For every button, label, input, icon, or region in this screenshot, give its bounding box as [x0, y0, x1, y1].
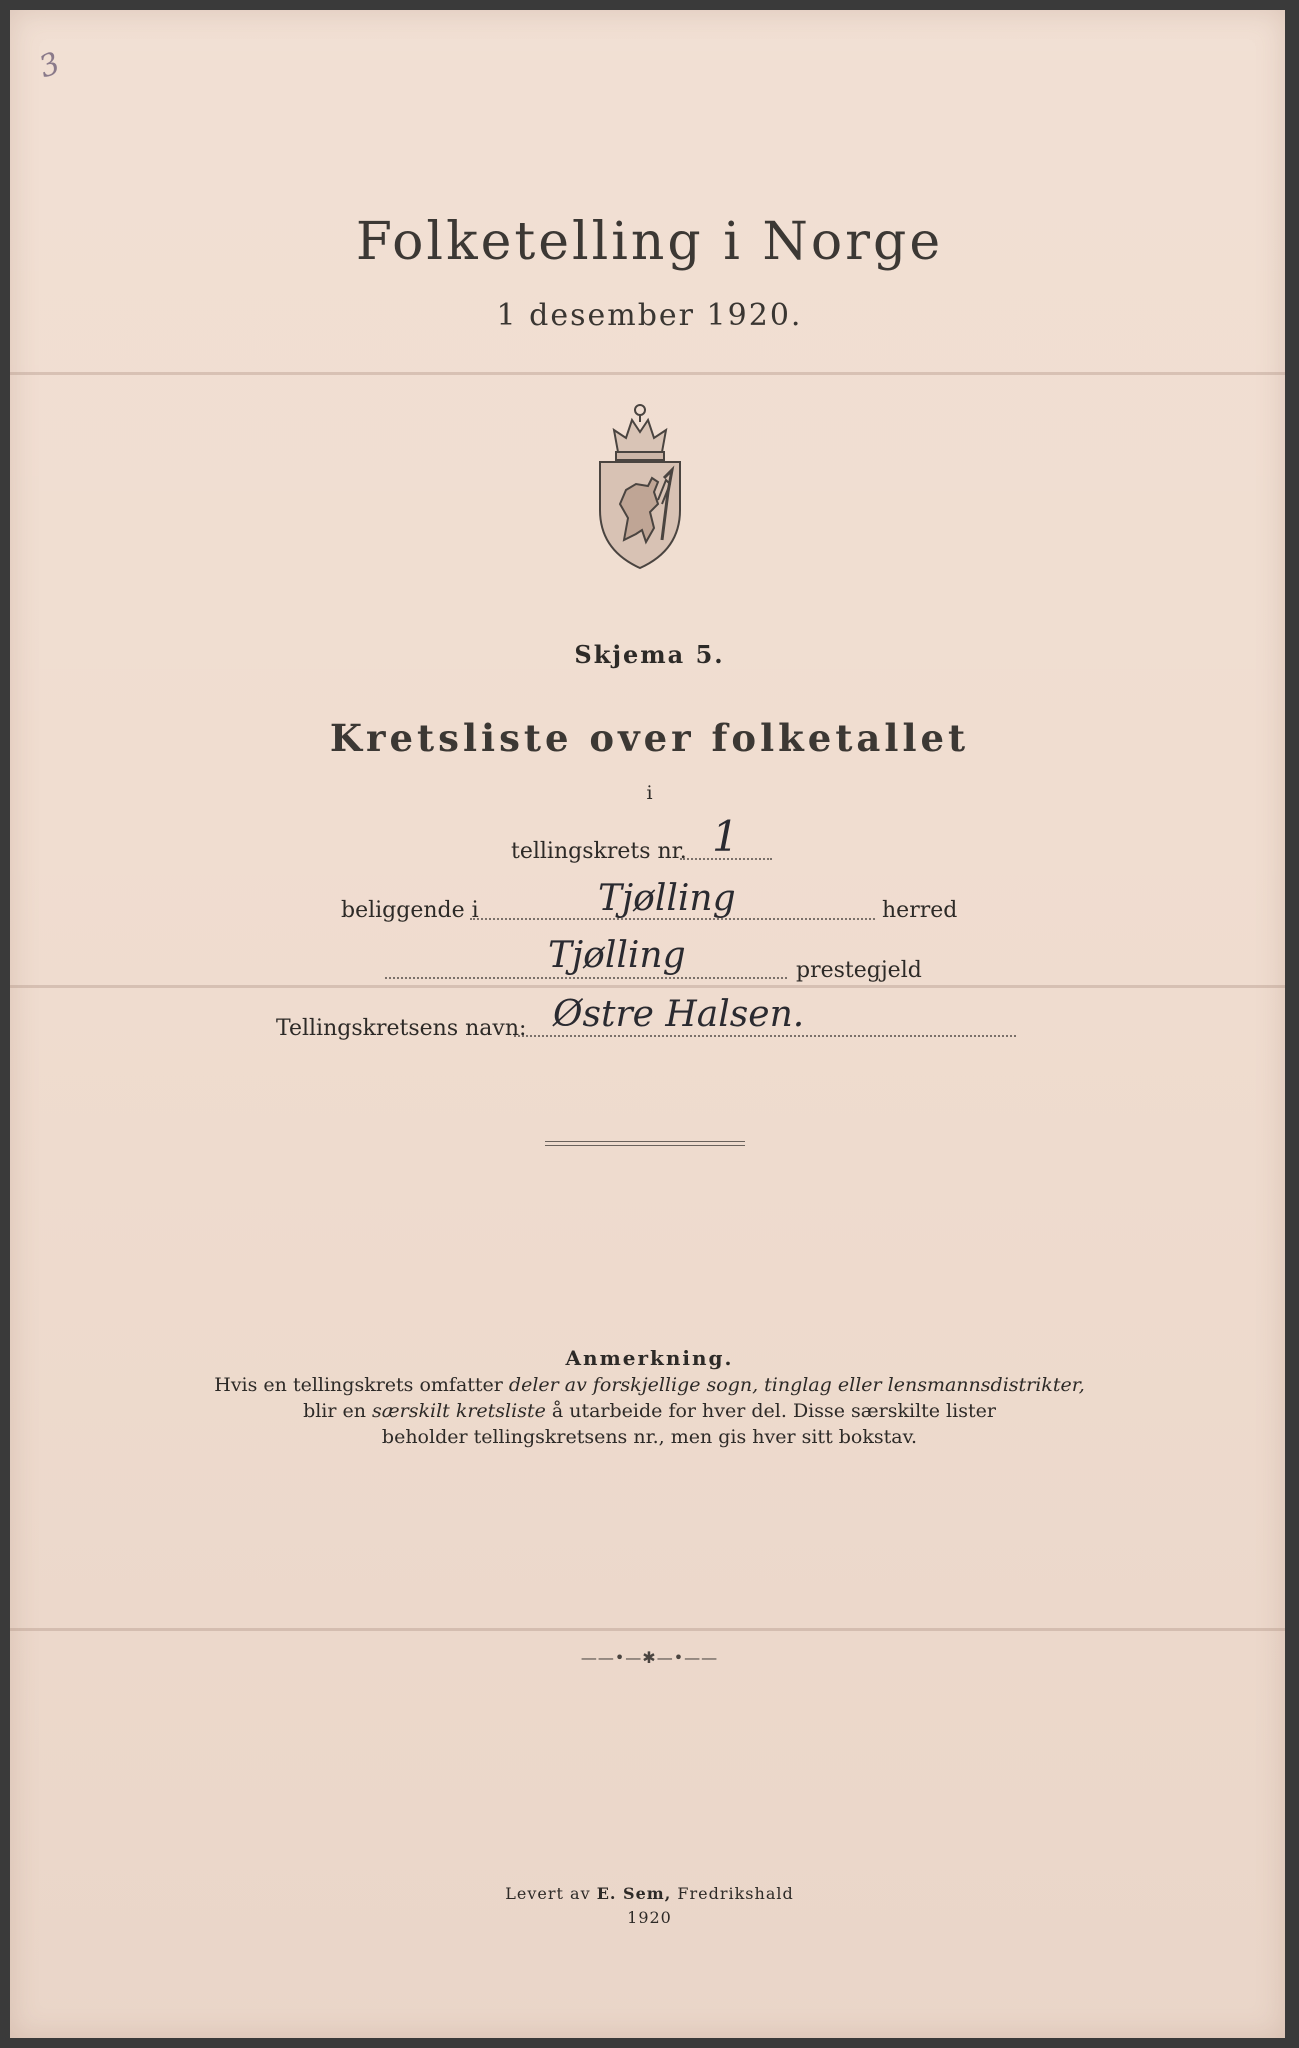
preposition-i: i	[646, 782, 653, 804]
parish-line	[385, 977, 787, 979]
district-name-line	[514, 1035, 1016, 1037]
page-title: Folketelling i Norge	[355, 212, 944, 272]
schema-number: Skjema 5.	[574, 640, 725, 669]
district-number-value: 1	[712, 812, 739, 861]
divider-line	[545, 1145, 745, 1146]
printer-line-1: Levert av E. Sem, Fredrikshald	[505, 1884, 794, 1903]
district-name-label: Tellingskretsens navn:	[276, 1016, 527, 1041]
note-line-1: Hvis en tellingskrets omfatter deler av forskjellige sogn, tinglag eller lensmannsdistrikter,	[214, 1374, 1085, 1396]
printer-year: 1920	[627, 1908, 672, 1927]
located-value: Tjølling	[598, 878, 736, 919]
fold-line	[10, 985, 1285, 988]
note-line-3: beholder tellingskretsens nr., men gis hver sitt bokstav.	[381, 1426, 918, 1448]
divider-line	[545, 1141, 745, 1142]
parish-label: prestegjeld	[796, 958, 922, 983]
form-subtitle: Kretsliste over folketallet	[329, 716, 970, 760]
parish-value: Tjølling	[548, 935, 686, 976]
fold-line	[10, 372, 1285, 375]
census-date: 1 desember 1920.	[496, 298, 803, 333]
district-name-value: Østre Halsen.	[553, 994, 805, 1035]
note-text	[0, 1372, 1299, 1450]
norwegian-coat-of-arms-icon	[592, 400, 688, 570]
herred-label: herred	[882, 898, 958, 923]
located-label: beliggende i	[341, 898, 479, 923]
note-line-2: blir en særskilt kretsliste å utarbeide for hver del. Disse særskilte lister	[303, 1400, 996, 1422]
ornament-divider: ——•—✱—•——	[580, 1648, 719, 1667]
margin-mark: 3	[34, 45, 65, 86]
note-heading: Anmerkning.	[565, 1346, 734, 1370]
fold-line	[10, 1628, 1285, 1631]
district-number-label: tellingskrets nr.	[511, 839, 687, 864]
printer-imprint	[0, 1882, 1299, 1930]
